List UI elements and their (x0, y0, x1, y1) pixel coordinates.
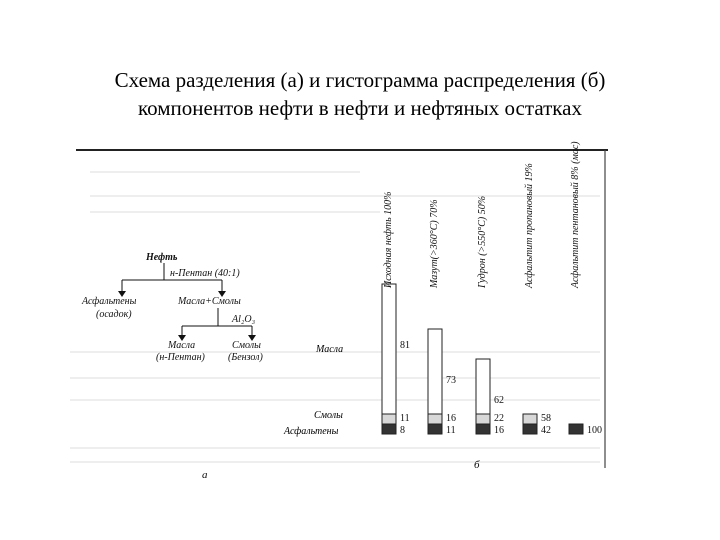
scheme-asphaltenes-note: (осадок) (96, 309, 132, 320)
bar-asphaltenes-1 (382, 424, 396, 434)
scheme-resins: Смолы (232, 340, 261, 351)
category-label-2: Мазут(>360°С) 70% (429, 199, 440, 288)
bar-asphaltenes-4 (523, 424, 537, 434)
row-label-asphaltenes: Асфальтены (284, 426, 339, 437)
category-label-1: Исходная нефть 100% (383, 191, 394, 288)
value-oils-3: 62 (494, 395, 504, 406)
category-label-4: Асфальтит пропановый 19% (524, 163, 535, 288)
row-label-oils: Масла (316, 344, 344, 355)
value-resins-4: 58 (541, 413, 551, 424)
value-oils-2: 73 (446, 375, 456, 386)
histogram-bars (382, 141, 602, 436)
scheme-step2: Al₂O₃ (232, 314, 256, 325)
histogram (283, 141, 602, 471)
scheme-asphaltenes: Асфальтены (82, 296, 137, 307)
bar-resins-1 (382, 414, 396, 424)
value-asphaltenes-1: 8 (400, 425, 405, 436)
value-asphaltenes-3: 16 (494, 425, 504, 436)
separation-scheme (81, 252, 264, 481)
bar-asphaltenes-5 (569, 424, 583, 434)
bar-resins-3 (476, 414, 490, 424)
bar-asphaltenes-3 (476, 424, 490, 434)
row-label-resins: Смолы (314, 410, 343, 421)
histogram-label: б (474, 459, 480, 471)
category-label-3: Гудрон (>550°С) 50% (477, 195, 488, 288)
value-asphaltenes-5: 100 (587, 425, 602, 436)
bar-oils-3 (476, 359, 490, 414)
scheme-step1: н-Пентан (40:1) (170, 268, 240, 279)
title-line-2: компонентов нефти в нефти и нефтяных остатках (138, 96, 582, 120)
scheme-oils-note: (н-Пентан) (156, 352, 205, 363)
scheme-resins-note: (Бензол) (228, 352, 263, 363)
title-line-1: Схема разделения (а) и гистограмма распределения (б) (114, 68, 606, 92)
value-oils-1: 81 (400, 340, 410, 351)
value-resins-2: 16 (446, 413, 456, 424)
scheme-oils: Масла (168, 340, 196, 351)
scheme-oils-resins: Масла+Смолы (178, 296, 241, 307)
bar-oils-1 (382, 284, 396, 414)
bar-asphaltenes-2 (428, 424, 442, 434)
value-resins-1: 11 (400, 413, 410, 424)
category-label-5: Асфальтит пентановый 8% (мас) (570, 141, 581, 288)
value-asphaltenes-2: 11 (446, 425, 456, 436)
value-asphaltenes-4: 42 (541, 425, 551, 436)
bar-resins-4 (523, 414, 537, 424)
value-resins-3: 22 (494, 413, 504, 424)
scheme-label: а (202, 469, 208, 481)
bar-oils-2 (428, 329, 442, 414)
scheme-root: Нефть (146, 252, 178, 263)
bar-resins-2 (428, 414, 442, 424)
